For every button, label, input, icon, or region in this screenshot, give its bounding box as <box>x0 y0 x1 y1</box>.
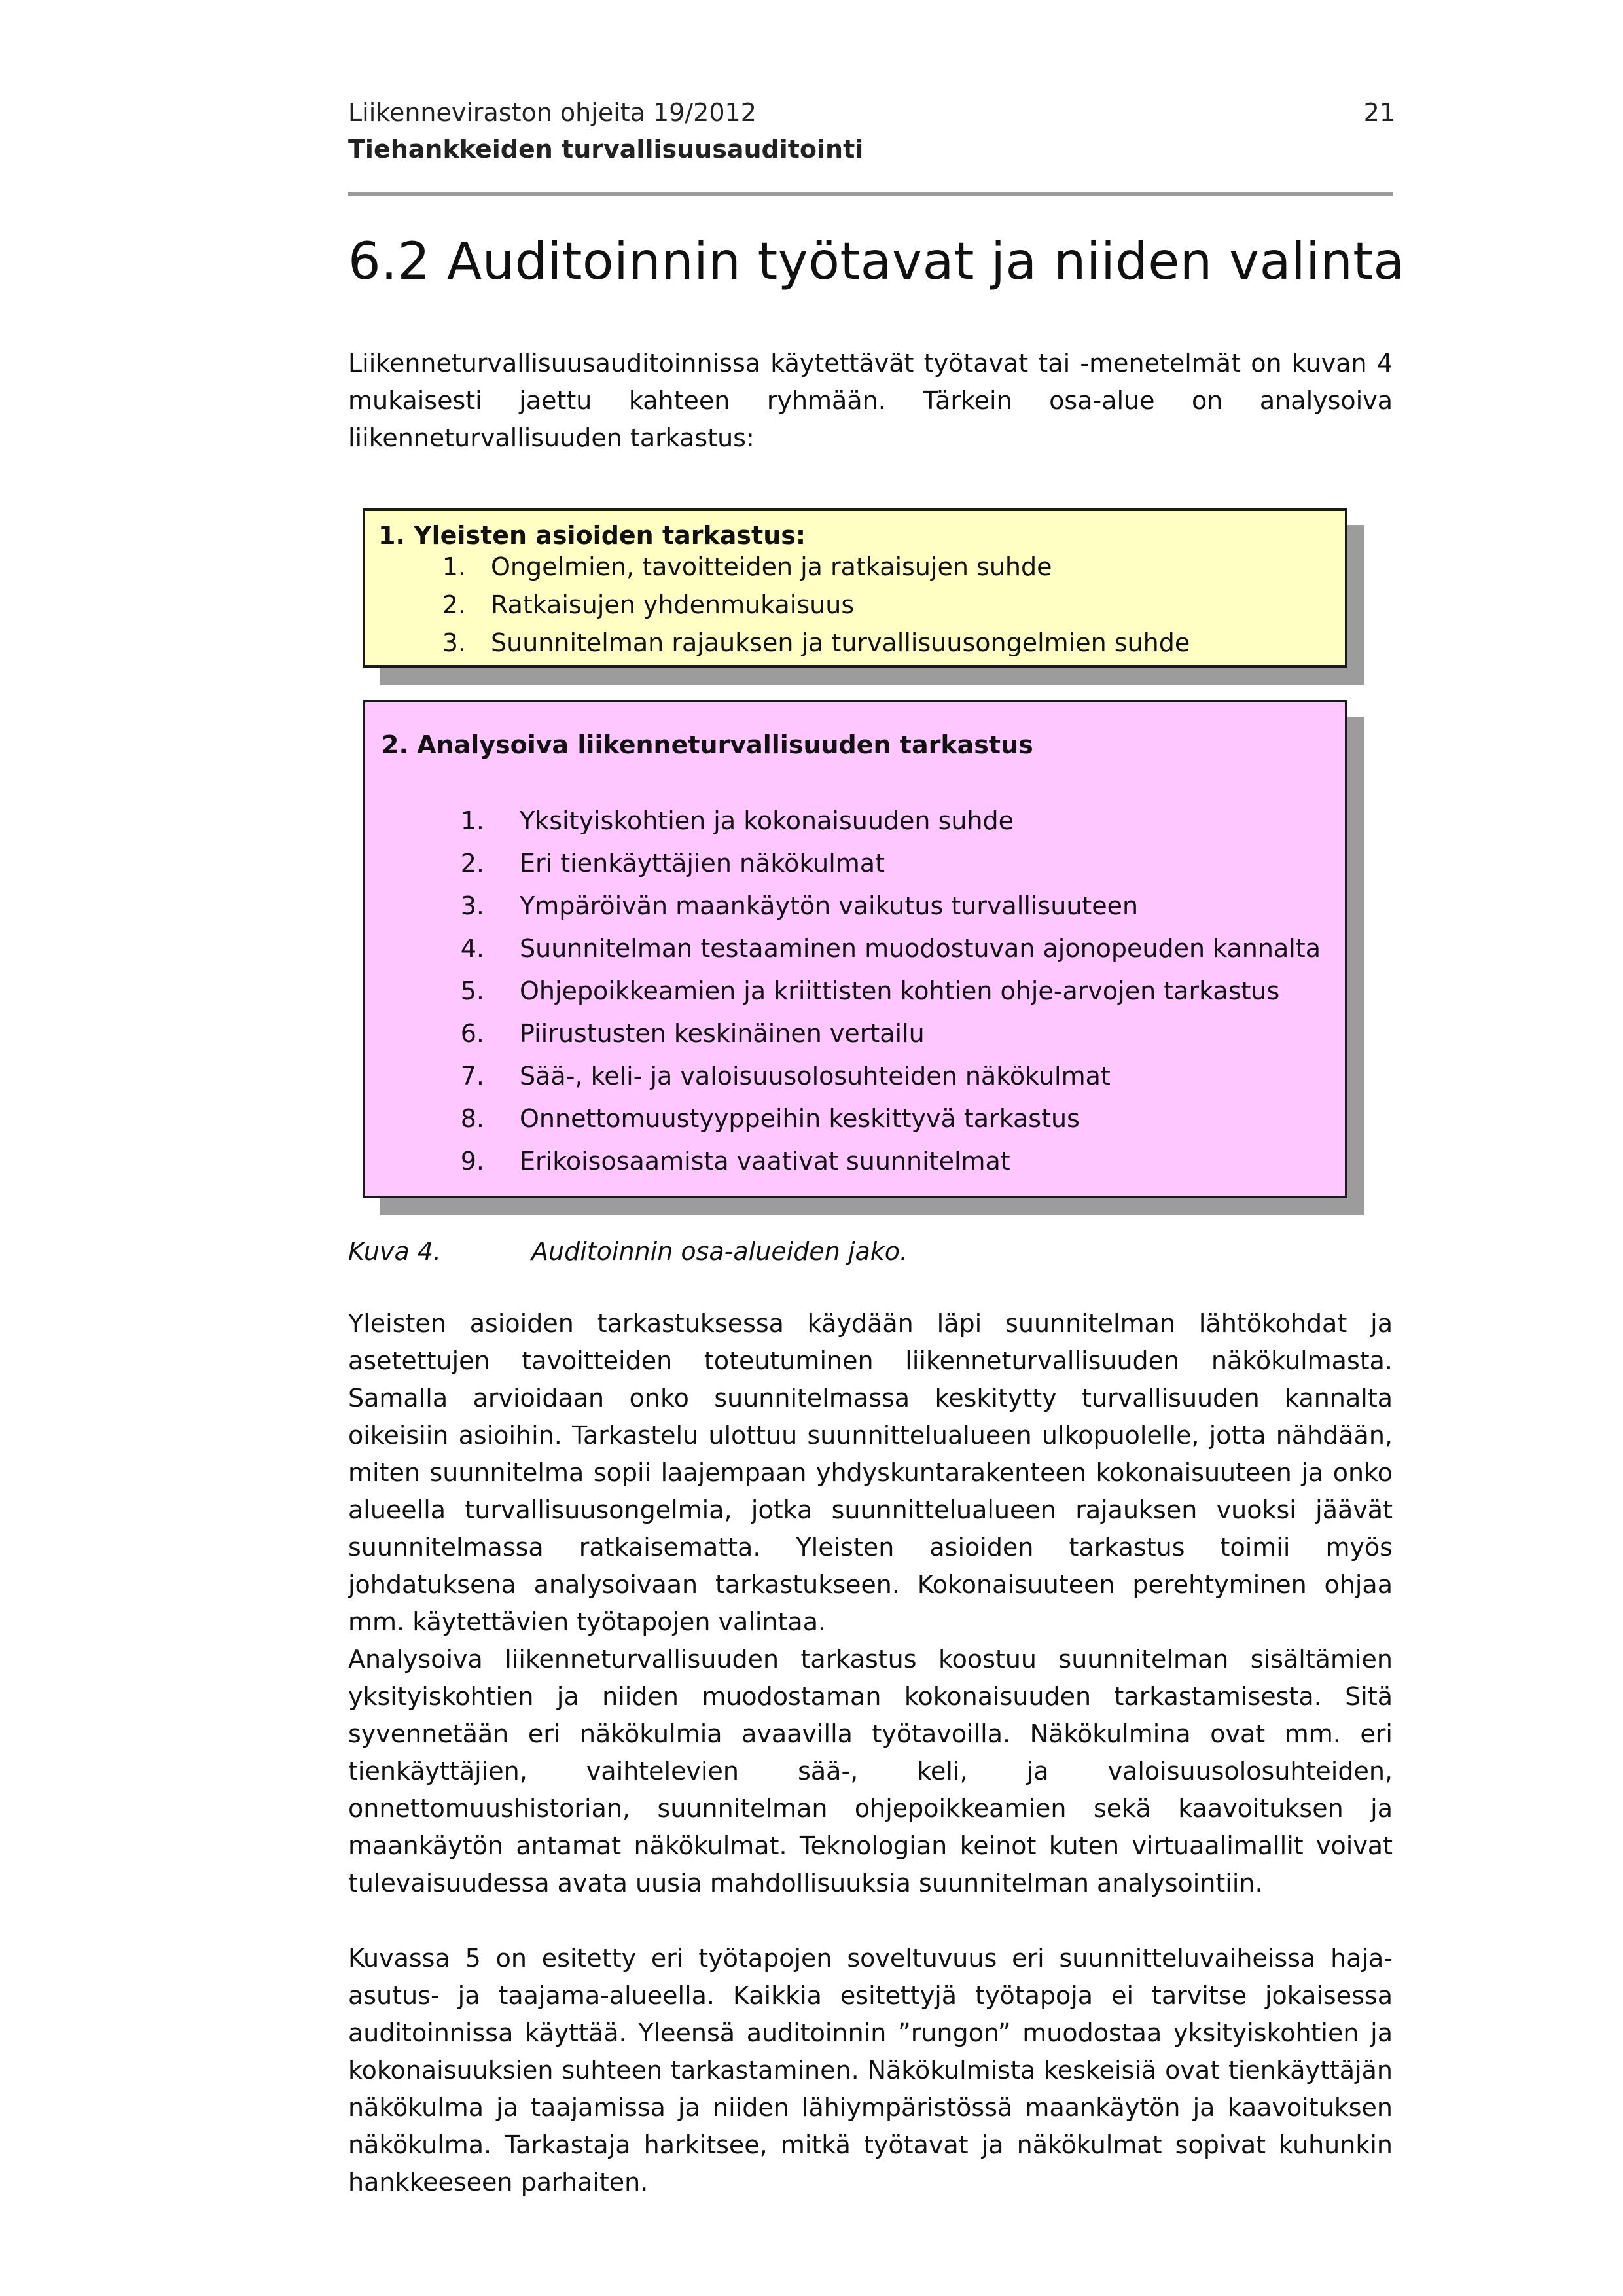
header-divider <box>348 192 1393 196</box>
item-text: Suunnitelman testaaminen muodostuvan ajonopeuden kannalta <box>520 934 1321 963</box>
item-number: 2. <box>460 849 484 878</box>
item-text: Sää-, keli- ja valoisuusolosuhteiden näkökulmat <box>520 1062 1111 1090</box>
item-number: 8. <box>460 1104 484 1133</box>
item-number: 6. <box>460 1019 484 1048</box>
item-text: Ohjepoikkeamien ja kriittisten kohtien ohje-arvojen tarkastus <box>520 977 1280 1005</box>
general-review-heading: 1. Yleisten asioiden tarkastus: <box>378 521 806 550</box>
header-publication: Liikenneviraston ohjeita 19/2012 <box>348 98 757 127</box>
body-paragraph: Kuvassa 5 on esitetty eri työtapojen soveltuvuus eri suunnitteluvaiheissa haja-asutus- ja taajama-alueella. Kaikkia esitettyjä työtapoja ei tarvitse jokaisessa auditoinnissa käyttää. Yleensä auditoinnin ”rungon” muodostaa yksityiskohtien ja kokonaisuuksien suhteen tarkastaminen. Näkökulmista keskeisiä ovat tienkäyttäjän näkökulma ja taajamissa ja niiden lähiympäristössä maankäytön ja kaavoituksen näkökulma. Tarkastaja harkitsee, mitkä työtavat ja näkökulmat sopivat kuhunkin hankkeeseen parhaiten. <box>348 1944 1393 2197</box>
figure-caption-label: Kuva 4. <box>348 1237 442 1266</box>
item-number: 1. <box>460 806 484 835</box>
item-text: Ongelmien, tavoitteiden ja ratkaisujen suhde <box>491 552 1052 581</box>
body-paragraph: Analysoiva liikenneturvallisuuden tarkastus koostuu suunnitelman sisältämien yksityiskohtien ja niiden muodostaman kokonaisuuden tarkastamisesta. Sitä syvennetään eri näkökulmia avaavilla työtavoilla. Näkökulmina ovat mm. eri tienkäyttäjien, vaihtelevien sää-, keli, ja valoisuusolosuhteiden, onnettomuushistorian, suunnitelman ohjepoikkeamien sekä kaavoituksen ja maankäytön antamat näkökulmat. Teknologian keinot kuten virtuaalimallit voivat tulevaisuudessa avata uusia mahdollisuuksia suunnitelman analysointiin. <box>348 1645 1393 1897</box>
intro-paragraph: Liikenneturvallisuusauditoinnissa käytettävät työtavat tai -menetelmät on kuvan 4 mukaisesti jaettu kahteen ryhmään. Tärkein osa-alue on analysoiva liikenneturvallisuuden tarkastus: <box>348 349 1393 452</box>
item-number: 3. <box>460 891 484 920</box>
item-text: Erikoisosaamista vaativat suunnitelmat <box>520 1147 1010 1175</box>
section-title: 6.2 Auditoinnin työtavat ja niiden valinta <box>348 232 1405 291</box>
item-number: 2. <box>442 590 466 619</box>
figure-caption-text: Auditoinnin osa-alueiden jako. <box>531 1237 908 1266</box>
item-number: 7. <box>460 1062 484 1090</box>
item-text: Suunnitelman rajauksen ja turvallisuusongelmien suhde <box>491 628 1190 657</box>
item-text: Eri tienkäyttäjien näkökulmat <box>520 849 885 878</box>
item-text: Ratkaisujen yhdenmukaisuus <box>491 590 855 619</box>
analytic-review-heading: 2. Analysoiva liikenneturvallisuuden tarkastus <box>382 730 1033 759</box>
item-number: 9. <box>460 1147 484 1175</box>
item-text: Ympäröivän maankäytön vaikutus turvallisuuteen <box>520 891 1139 920</box>
item-text: Piirustusten keskinäinen vertailu <box>520 1019 925 1048</box>
item-number: 3. <box>442 628 466 657</box>
item-number: 5. <box>460 977 484 1005</box>
item-text: Onnettomuustyyppeihin keskittyvä tarkastus <box>520 1104 1080 1133</box>
item-number: 4. <box>460 934 484 963</box>
header-subtitle: Tiehankkeiden turvallisuusauditointi <box>348 135 864 164</box>
item-number: 1. <box>442 552 466 581</box>
body-paragraph: Yleisten asioiden tarkastuksessa käydään läpi suunnitelman lähtökohdat ja asetettujen tavoitteiden toteutuminen liikenneturvallisuuden näkökulmasta. Samalla arvioidaan onko suunnitelmassa keskitytty turvallisuuden kannalta oikeisiin asioihin. Tarkastelu ulottuu suunnittelualueen ulkopuolelle, jotta nähdään, miten suunnitelma sopii laajempaan yhdyskuntarakenteen kokonaisuuteen ja onko alueella turvallisuusongelmia, jotka suunnittelualueen rajauksen vuoksi jäävät suunnitelmassa ratkaisematta. Yleisten asioiden tarkastus toimii myös johdatuksena analysoivaan tarkastukseen. Kokonaisuuteen perehtyminen ohjaa mm. käytettävien työtapojen valintaa. <box>348 1309 1393 1636</box>
item-text: Yksityiskohtien ja kokonaisuuden suhde <box>520 806 1014 835</box>
page-number: 21 <box>1363 98 1395 127</box>
